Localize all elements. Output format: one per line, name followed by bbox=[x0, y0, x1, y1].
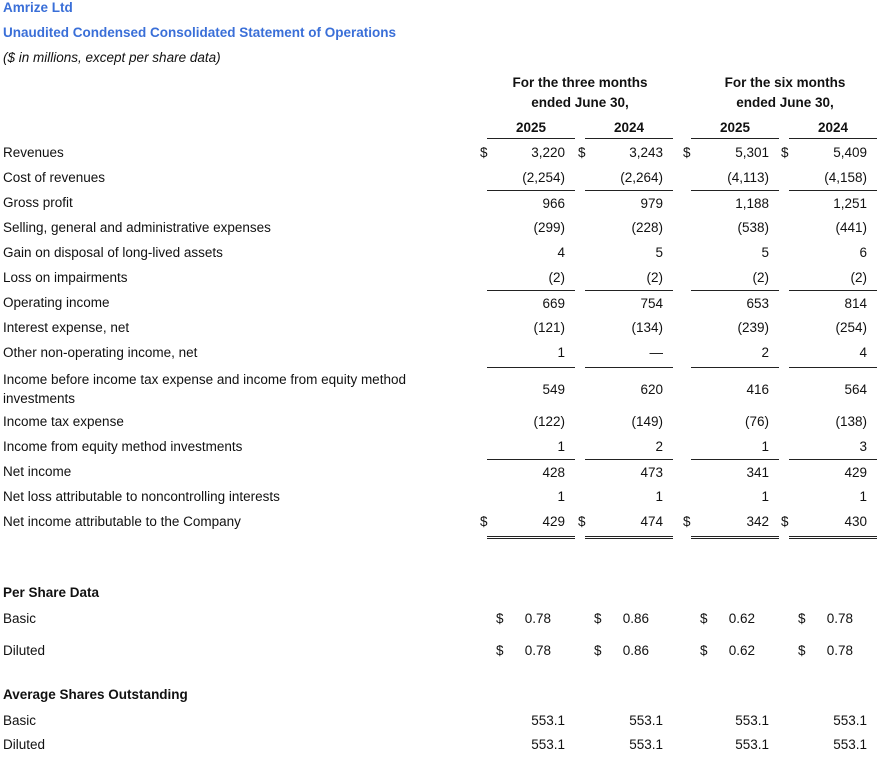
cell-value: 1 bbox=[655, 489, 663, 504]
value-cell bbox=[789, 315, 877, 340]
cell-value: 0.86 bbox=[622, 611, 649, 626]
six-months-header-line2: ended June 30, bbox=[736, 95, 834, 110]
currency-symbol: $ bbox=[480, 145, 488, 160]
cell-value: (441) bbox=[835, 220, 867, 235]
table-row bbox=[0, 215, 884, 240]
value-cell bbox=[487, 190, 575, 216]
table-row bbox=[0, 459, 884, 484]
row-label: Basic bbox=[3, 611, 37, 626]
cell-value: (76) bbox=[744, 414, 769, 429]
cell-value: (149) bbox=[631, 414, 663, 429]
cell-value: 0.62 bbox=[728, 611, 755, 626]
value-cell bbox=[691, 190, 779, 216]
value-cell bbox=[789, 509, 877, 539]
value-cell bbox=[585, 367, 673, 410]
cell-value: 553.1 bbox=[531, 713, 565, 728]
value-cell bbox=[691, 509, 779, 539]
statement-title: Unaudited Condensed Consolidated Statement of Operations bbox=[3, 25, 397, 40]
value-cell bbox=[487, 215, 575, 240]
cell-value: 553.1 bbox=[735, 737, 769, 752]
cell-value: 553.1 bbox=[629, 737, 663, 752]
table-row bbox=[0, 484, 884, 509]
cell-value: 1 bbox=[761, 439, 769, 454]
cell-value: 3 bbox=[859, 439, 867, 454]
cell-value: 6 bbox=[859, 245, 867, 260]
row-label: Operating income bbox=[3, 295, 110, 310]
currency-symbol: $ bbox=[781, 145, 789, 160]
value-cell bbox=[789, 265, 877, 290]
row-label: Net income bbox=[3, 464, 72, 479]
value-cell bbox=[585, 409, 673, 434]
currency-symbol: $ bbox=[798, 611, 806, 626]
cell-value: 4 bbox=[557, 245, 565, 260]
value-cell bbox=[691, 315, 779, 340]
table-row bbox=[0, 367, 884, 409]
cell-value: 1 bbox=[557, 489, 565, 504]
row-label: Income tax expense bbox=[3, 414, 124, 429]
cell-value: 814 bbox=[844, 296, 867, 311]
cell-value: 3,220 bbox=[531, 145, 565, 160]
value-cell bbox=[487, 732, 575, 757]
six-months-header bbox=[695, 73, 875, 113]
cell-value: 416 bbox=[746, 382, 769, 397]
cell-value: (122) bbox=[533, 414, 565, 429]
value-cell bbox=[789, 140, 877, 165]
table-row bbox=[0, 290, 884, 315]
currency-symbol: $ bbox=[700, 643, 708, 658]
table-row bbox=[0, 240, 884, 265]
currency-symbol: $ bbox=[594, 611, 602, 626]
value-cell bbox=[487, 290, 575, 316]
row-label: Diluted bbox=[3, 643, 46, 658]
cell-value: 473 bbox=[640, 465, 663, 480]
cell-value: (2,264) bbox=[620, 170, 663, 185]
cell-value: 0.78 bbox=[524, 611, 551, 626]
cell-value: 429 bbox=[844, 465, 867, 480]
value-cell bbox=[691, 409, 779, 434]
cell-value: 1 bbox=[761, 489, 769, 504]
currency-symbol: $ bbox=[798, 643, 806, 658]
cell-value: 553.1 bbox=[833, 713, 867, 728]
cell-value: (239) bbox=[737, 320, 769, 335]
currency-symbol: $ bbox=[781, 514, 789, 529]
cell-value: 5,301 bbox=[735, 145, 769, 160]
cell-value: 428 bbox=[542, 465, 565, 480]
currency-symbol: $ bbox=[496, 643, 504, 658]
currency-symbol: $ bbox=[700, 611, 708, 626]
value-cell bbox=[585, 732, 673, 757]
value-cell bbox=[789, 240, 877, 265]
cell-value: 754 bbox=[640, 296, 663, 311]
value-cell bbox=[487, 315, 575, 340]
year-header-2025-q: 2025 bbox=[487, 120, 575, 139]
row-label: Diluted bbox=[3, 737, 46, 752]
cell-value: 966 bbox=[542, 196, 565, 211]
currency-symbol: $ bbox=[683, 145, 691, 160]
cell-value: (2) bbox=[548, 270, 565, 285]
cell-value: (4,113) bbox=[727, 170, 769, 185]
cell-value: 0.86 bbox=[622, 643, 649, 658]
cell-value: 1,251 bbox=[833, 196, 867, 211]
company-name: Amrize Ltd bbox=[3, 0, 73, 15]
cell-value: (121) bbox=[533, 320, 565, 335]
value-cell bbox=[487, 484, 575, 509]
cell-value: 3,243 bbox=[629, 145, 663, 160]
value-cell bbox=[789, 732, 877, 757]
value-cell bbox=[789, 215, 877, 240]
value-cell bbox=[487, 459, 575, 485]
row-label: Gross profit bbox=[3, 195, 73, 210]
table-row bbox=[0, 265, 884, 290]
row-label: Net loss attributable to noncontrolling interests bbox=[3, 489, 280, 504]
currency-symbol: $ bbox=[480, 514, 488, 529]
row-label: Interest expense, net bbox=[3, 320, 130, 335]
cell-value: (2) bbox=[646, 270, 663, 285]
table-row bbox=[0, 708, 884, 733]
year-header-2024-q: 2024 bbox=[585, 120, 673, 139]
table-row bbox=[0, 340, 884, 365]
value-cell bbox=[691, 367, 779, 410]
cell-value: 553.1 bbox=[735, 713, 769, 728]
value-cell bbox=[585, 215, 673, 240]
year-header-2024-h: 2024 bbox=[789, 120, 877, 139]
cell-value: 0.78 bbox=[826, 643, 853, 658]
value-cell bbox=[487, 240, 575, 265]
cell-value: — bbox=[649, 345, 663, 360]
value-cell bbox=[691, 165, 779, 190]
value-cell bbox=[585, 484, 673, 509]
value-cell bbox=[585, 315, 673, 340]
table-row bbox=[0, 409, 884, 434]
value-cell bbox=[789, 340, 877, 365]
row-label: Gain on disposal of long-lived assets bbox=[3, 245, 223, 260]
value-cell bbox=[789, 190, 877, 216]
cell-value: (228) bbox=[631, 220, 663, 235]
row-label: Basic bbox=[3, 713, 37, 728]
value-cell bbox=[585, 290, 673, 316]
cell-value: 549 bbox=[542, 382, 565, 397]
cell-value: 979 bbox=[640, 196, 663, 211]
currency-symbol: $ bbox=[578, 514, 586, 529]
value-cell bbox=[789, 459, 877, 485]
row-label: Income from equity method investments bbox=[3, 439, 243, 454]
value-cell bbox=[487, 265, 575, 290]
cell-value: 1,188 bbox=[735, 196, 769, 211]
value-cell bbox=[789, 484, 877, 509]
value-cell bbox=[487, 434, 575, 459]
table-row bbox=[0, 606, 884, 631]
cell-value: 0.62 bbox=[728, 643, 755, 658]
cell-value: 342 bbox=[746, 514, 769, 529]
per-share-heading: Per Share Data bbox=[3, 585, 100, 600]
cell-value: (2) bbox=[752, 270, 769, 285]
cell-value: 0.78 bbox=[524, 643, 551, 658]
cell-value: 653 bbox=[746, 296, 769, 311]
cell-value: (299) bbox=[533, 220, 565, 235]
row-label: Revenues bbox=[3, 145, 64, 160]
value-cell bbox=[585, 165, 673, 190]
value-cell bbox=[789, 434, 877, 459]
cell-value: 1 bbox=[859, 489, 867, 504]
three-months-header-line2: ended June 30, bbox=[531, 95, 629, 110]
table-row bbox=[0, 140, 884, 165]
cell-value: 2 bbox=[655, 439, 663, 454]
value-cell bbox=[585, 708, 673, 733]
year-header-2025-h: 2025 bbox=[691, 120, 779, 139]
value-cell bbox=[691, 240, 779, 265]
row-label: Income before income tax expense and income from equity method investments bbox=[3, 372, 406, 406]
row-label: Loss on impairments bbox=[3, 270, 128, 285]
row-label: Net income attributable to the Company bbox=[3, 514, 241, 529]
cell-value: 553.1 bbox=[833, 737, 867, 752]
currency-symbol: $ bbox=[496, 611, 504, 626]
cell-value: 5,409 bbox=[833, 145, 867, 160]
cell-value: 1 bbox=[557, 345, 565, 360]
value-cell bbox=[789, 409, 877, 434]
value-cell bbox=[789, 165, 877, 190]
cell-value: 2 bbox=[761, 345, 769, 360]
cell-value: 669 bbox=[542, 296, 565, 311]
cell-value: 430 bbox=[844, 514, 867, 529]
value-cell bbox=[487, 509, 575, 539]
cell-value: 553.1 bbox=[531, 737, 565, 752]
value-cell bbox=[691, 434, 779, 459]
cell-value: 429 bbox=[542, 514, 565, 529]
three-months-header bbox=[490, 73, 670, 113]
avg-shares-heading: Average Shares Outstanding bbox=[3, 687, 188, 702]
cell-value: (538) bbox=[737, 220, 769, 235]
value-cell bbox=[585, 340, 673, 365]
table-row bbox=[0, 165, 884, 190]
cell-value: 553.1 bbox=[629, 713, 663, 728]
value-cell bbox=[487, 165, 575, 190]
cell-value: 0.78 bbox=[826, 611, 853, 626]
value-cell bbox=[691, 484, 779, 509]
cell-value: 564 bbox=[844, 382, 867, 397]
value-cell bbox=[691, 215, 779, 240]
value-cell bbox=[487, 409, 575, 434]
cell-value: (138) bbox=[835, 414, 867, 429]
cell-value: 474 bbox=[640, 514, 663, 529]
row-label: Selling, general and administrative expenses bbox=[3, 220, 271, 235]
value-cell bbox=[691, 265, 779, 290]
value-cell bbox=[789, 290, 877, 316]
value-cell bbox=[789, 367, 877, 410]
cell-value: 620 bbox=[640, 382, 663, 397]
value-cell bbox=[487, 140, 575, 165]
value-cell bbox=[585, 434, 673, 459]
cell-value: 5 bbox=[655, 245, 663, 260]
cell-value: (4,158) bbox=[824, 170, 867, 185]
table-row bbox=[0, 434, 884, 459]
cell-value: (254) bbox=[835, 320, 867, 335]
table-row bbox=[0, 509, 884, 536]
six-months-header-line1: For the six months bbox=[724, 75, 846, 90]
value-cell bbox=[585, 459, 673, 485]
value-cell bbox=[691, 340, 779, 365]
value-cell bbox=[691, 459, 779, 485]
value-cell bbox=[691, 708, 779, 733]
cell-value: (134) bbox=[631, 320, 663, 335]
cell-value: (2) bbox=[850, 270, 867, 285]
value-cell bbox=[487, 340, 575, 365]
table-row bbox=[0, 190, 884, 215]
value-cell bbox=[789, 708, 877, 733]
table-row bbox=[0, 732, 884, 757]
value-cell bbox=[585, 509, 673, 539]
cell-value: (2,254) bbox=[522, 170, 565, 185]
value-cell bbox=[691, 140, 779, 165]
value-cell bbox=[585, 265, 673, 290]
cell-value: 4 bbox=[859, 345, 867, 360]
units-note: ($ in millions, except per share data) bbox=[3, 50, 221, 65]
value-cell bbox=[487, 367, 575, 410]
value-cell bbox=[691, 290, 779, 316]
row-label: Cost of revenues bbox=[3, 170, 106, 185]
table-row bbox=[0, 315, 884, 340]
cell-value: 1 bbox=[557, 439, 565, 454]
value-cell bbox=[585, 190, 673, 216]
three-months-header-line1: For the three months bbox=[512, 75, 648, 90]
table-row bbox=[0, 638, 884, 663]
value-cell bbox=[487, 708, 575, 733]
currency-symbol: $ bbox=[683, 514, 691, 529]
cell-value: 341 bbox=[746, 465, 769, 480]
value-cell bbox=[691, 732, 779, 757]
currency-symbol: $ bbox=[594, 643, 602, 658]
row-label: Other non-operating income, net bbox=[3, 345, 198, 360]
value-cell bbox=[585, 140, 673, 165]
cell-value: 5 bbox=[761, 245, 769, 260]
currency-symbol: $ bbox=[578, 145, 586, 160]
value-cell bbox=[585, 240, 673, 265]
